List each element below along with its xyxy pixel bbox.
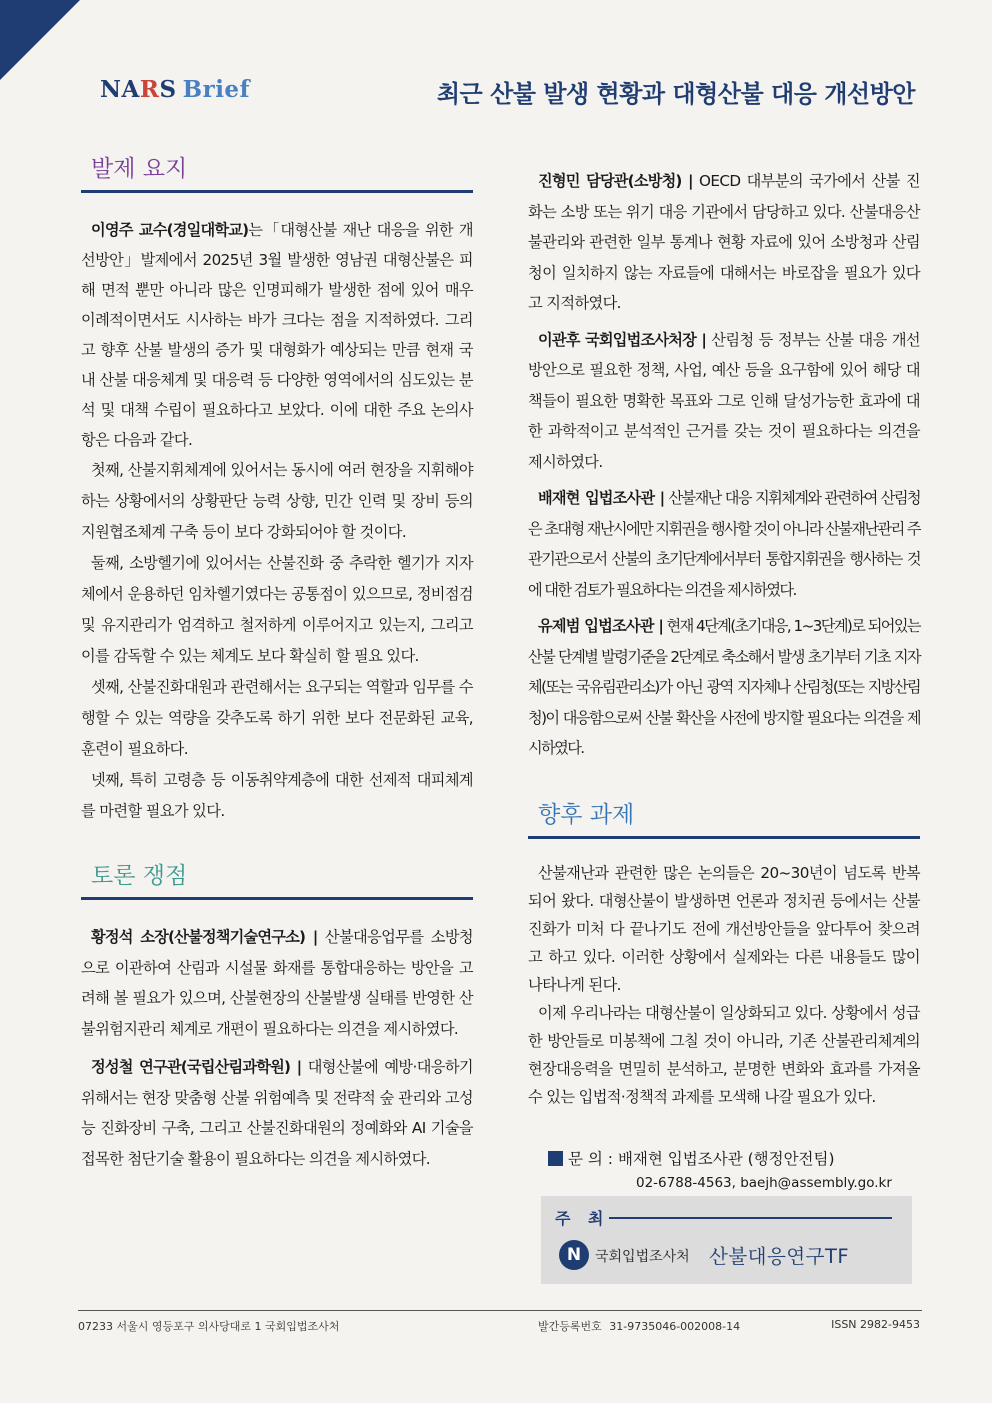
host-tf-name: 산불대응연구TF	[709, 1245, 850, 1268]
paragraph-first: 첫째, 산불지휘체계에 있어서는 동시에 여러 현장을 지휘해야 하는 상황에서의 상황판단 능력 상향, 민간 인력 및 장비 등의 지원협조체계 구축 등이 보다 강화되어야 할 것이다.	[81, 461, 473, 541]
section-title-discussion: 토론 쟁점	[81, 859, 473, 900]
footer-registration-number: 발간등록번호 31-9735046-002008-14	[538, 1320, 741, 1333]
contact-info	[548, 1146, 918, 1194]
section-title-future-tasks: 향후 과제	[528, 798, 920, 839]
paragraph-intro: 이영주 교수(경일대학교)는「대형산불 재난 대응을 위한 개선방안」발제에서 2025년 3월 발생한 영남권 대형산불은 피해 면적 뿐만 아니라 많은 인명피해가 발생한 점에 있어 매우 이례적이면서도 시사하는 바가 크다는 점을 지적하였다. 그리고 향후 산불 발생의 증가 및 대형화가 예상되는 만큼 현재 국내 산불 대응체계 및 대응력 등 다양한 영역에서의 심도있는 분석 및 대책 수립이 필요하다고 보았다. 이에 대한 주요 논의사항은 다음과 같다.	[81, 221, 473, 449]
corner-decoration	[0, 0, 80, 80]
footer-address: 07233 서울시 영등포구 의사당대로 1 국회입법조사처	[78, 1320, 340, 1333]
paragraph-second: 둘째, 소방헬기에 있어서는 산불진화 중 추락한 헬기가 지자체에서 운용하던 임차헬기였다는 공통점이 있으므로, 정비점검 및 유지관리가 엄격하고 철저하게 이루어지고 있는지, 그리고 이를 감독할 수 있는 체계도 보다 확실히 할 필요 있다.	[81, 554, 473, 665]
contact-label: 문 의 : 배재현 입법조사관 (행정안전팀)	[568, 1150, 835, 1168]
left-column	[81, 152, 473, 1174]
host-org-name: 국회입법조사처	[595, 1249, 690, 1265]
footer-divider	[78, 1310, 922, 1311]
discussion-item: 황정석 소장(산불정책기술연구소) | 산불대응업무를 소방청으로 이관하여 산림과 시설물 화재를 통합대응하는 방안을 고려해 볼 필요가 있으며, 산불현장의 산불발생 실태를 반영한 산불위험지관리 체계로 개편이 필요하다는 의견을 제시하였다.	[81, 928, 473, 1038]
footer-issn: ISSN 2982-9453	[831, 1318, 920, 1331]
discussion-item: 진형민 담당관(소방청) | OECD 대부분의 국가에서 산불 진화는 소방 또는 위기 대응 기관에서 담당하고 있다. 산불대응산불관리와 관련한 일부 통계나 현황 자료에 있어 소방청과 산림청이 일치하지 않는 자료들에 대해서는 바로잡을 필요가 있다고 지적하였다.	[528, 172, 920, 312]
section-title-presentation: 발제 요지	[81, 152, 473, 193]
right-column	[528, 166, 920, 1111]
page-header	[100, 72, 915, 112]
nars-brief-logo: NARS Brief	[100, 76, 250, 103]
paragraph-future-2: 이제 우리나라는 대형산불이 일상화되고 있다. 상황에서 성급한 방안들로 미봉책에 그칠 것이 아니라, 기존 산불관리체계의 현장대응력을 면밀히 분석하고, 분명한 변화와 효과를 가져올 수 있는 입법적·정책적 과제를 모색해 나갈 필요가 있다.	[528, 1003, 920, 1106]
paragraph-third: 셋째, 산불진화대원과 관련해서는 요구되는 역할과 임무를 수행할 수 있는 역량을 갖추도록 하기 위한 보다 전문화된 교육, 훈련이 필요하다.	[81, 678, 473, 758]
discussion-item: 배재현 입법조사관 | 산불재난 대응 지휘체계와 관련하여 산림청은 초대형 재난시에만 지휘권을 행사할 것이 아니라 산불재난관리 주관기관으로서 산불의 초기단계에서부터 통합지휘권을 행사하는 것에 대한 검토가 필요하다는 의견을 제시하였다.	[528, 489, 920, 599]
square-bullet-icon	[548, 1151, 563, 1166]
host-box	[541, 1196, 912, 1284]
discussion-item: 이관후 국회입법조사처장 | 산림청 등 정부는 산불 대응 개선방안으로 필요한 정책, 사업, 예산 등을 요구함에 있어 해당 대책들이 필요한 명확한 목표와 그로 인해 달성가능한 효과에 대한 과학적이고 분석적인 근거를 갖는 것이 필요하다는 의견을 제시하였다.	[528, 330, 920, 471]
host-label: 주 최	[555, 1209, 610, 1228]
paragraph-future-1: 산불재난과 관련한 많은 논의들은 20~30년이 넘도록 반복되어 왔다. 대형산불이 발생하면 언론과 정치권 등에서는 산불진화가 미처 다 끝나기도 전에 개선방안들을 앞다투어 찾으려고 하고 있다. 이러한 상황에서 실제와는 다른 내용들도 많이 나타나게 된다.	[528, 863, 920, 994]
speaker-name: 이영주 교수(경일대학교)	[91, 221, 249, 239]
contact-phone-email: 02-6788-4563, baejh@assembly.go.kr	[636, 1175, 892, 1191]
page-title: 최근 산불 발생 현황과 대형산불 대응 개선방안	[436, 80, 915, 108]
host-divider	[609, 1217, 892, 1219]
national-assembly-logo-icon: N	[559, 1240, 589, 1270]
discussion-item: 유제범 입법조사관 | 현재 4단계(초기대응, 1~3단계)로 되어있는 산불 단계별 발령기준을 2단계로 축소해서 발생 초기부터 기초 지자체(또는 국유림관리소)가 아닌 광역 지자체나 산림청(또는 지방산림청)이 대응함으로써 산불 확산을 사전에 방지할 필요다는 의견을 제시하였다.	[528, 617, 920, 757]
paragraph-fourth: 넷째, 특히 고령층 등 이동취약계층에 대한 선제적 대피체계를 마련할 필요가 있다.	[81, 771, 473, 820]
discussion-item: 정성철 연구관(국립산림과학원) | 대형산불에 예방·대응하기 위해서는 현장 맞춤형 산불 위험예측 및 전략적 숲 관리와 고성능 진화장비 구축, 그리고 산불진화대원의 정예화와 AI 기술을 접목한 첨단기술 활용이 필요하다는 의견을 제시하였다.	[81, 1058, 473, 1168]
